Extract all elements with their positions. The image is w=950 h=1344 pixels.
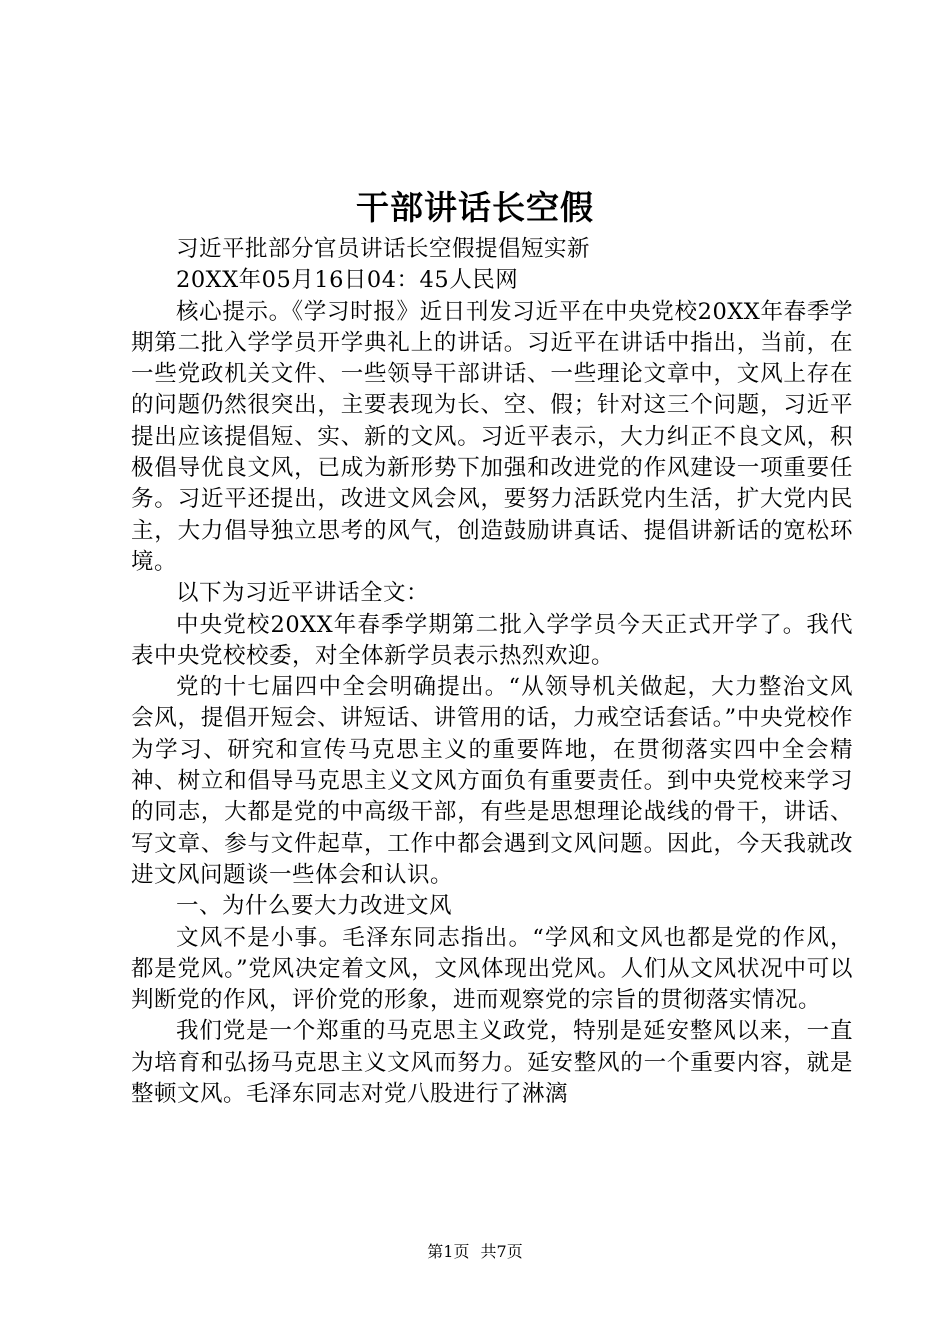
- section-heading: 一、为什么要大力改进文风: [176, 893, 453, 920]
- page-footer: [0, 1240, 950, 1264]
- page-number: 第1页: [427, 1242, 470, 1261]
- body-paragraph: 党的十七届四中全会明确提出。“从领导机关做起，大力整治文风会风，提倡开短会、讲短话、讲管用的话，力戒空话套话。”中央党校作为学习、研究和宣传马克思主义的重要阵地，在贯彻落实四中全会精神、树立和倡导马克思主义文风方面负有重要责任。到中央党校来学习的同志，大都是党的中高级干部，有些是思想理论战线的骨干，讲话、写文章、参与文件起草，工作中都会遇到文风问题。因此，今天我就改进文风问题谈一些体会和认识。: [131, 674, 853, 888]
- body-paragraph: 以下为习近平讲话全文：: [176, 580, 430, 607]
- document-title: 干部讲话长空假: [356, 188, 594, 227]
- body-paragraph: 中央党校20XX年春季学期第二批入学学员今天正式开学了。我代表中央党校校委，对全体新学员表示热烈欢迎。: [131, 611, 853, 669]
- body-paragraph: 文风不是小事。毛泽东同志指出。“学风和文风也都是党的作风，都是党风。”党风决定着文风，文风体现出党风。人们从文风状况中可以判断党的作风，评价党的形象，进而观察党的宗旨的贯彻落实情况。: [131, 924, 853, 1014]
- dateline-paragraph: 20XX年05月16日04：45人民网: [176, 267, 519, 294]
- document-body: [131, 234, 853, 1110]
- page-total: 共7页: [480, 1242, 523, 1261]
- body-paragraph: 我们党是一个郑重的马克思主义政党，特别是延安整风以来，一直为培育和弘扬马克思主义文风而努力。延安整风的一个重要内容，就是整顿文风。毛泽东同志对党八股进行了淋漓: [131, 1018, 853, 1108]
- summary-paragraph: 核心提示。《学习时报》近日刊发习近平在中央党校20XX年春季学期第二批入学学员开学典礼上的讲话。习近平在讲话中指出，当前，在一些党政机关文件、一些领导干部讲话、一些理论文章中，文风上存在的问题仍然很突出，主要表现为长、空、假；针对这三个问题，习近平提出应该提倡短、实、新的文风。习近平表示，大力纠正不良文风，积极倡导优良文风，已成为新形势下加强和改进党的作风建设一项重要任务。习近平还提出，改进文风会风，要努力活跃党内生活，扩大党内民主，大力倡导独立思考的风气，创造鼓励讲真话、提倡讲新话的宽松环境。: [131, 298, 853, 575]
- subtitle-paragraph: 习近平批部分官员讲话长空假提倡短实新: [176, 236, 591, 262]
